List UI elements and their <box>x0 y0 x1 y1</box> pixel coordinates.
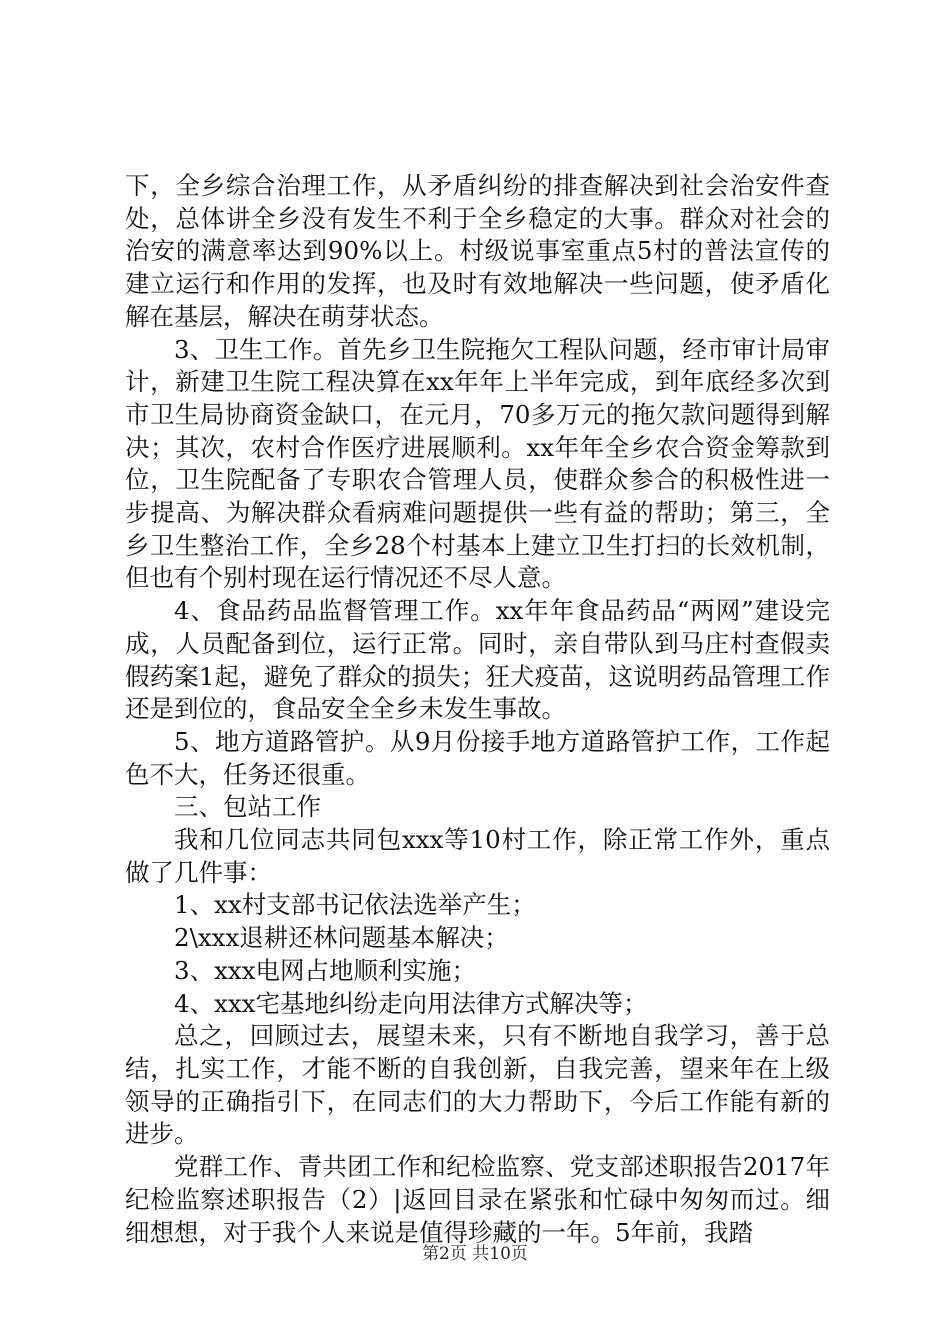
paragraph-1: 下，全乡综合治理工作，从矛盾纠纷的排查解决到社会治安件查处，总体讲全乡没有发生不利于全乡稳定的大事。群众对社会的治安的满意率达到90%以上。村级说事室重点5村的普法宣传的建立运行和作用的发挥，也及时有效地解决一些问题，使矛盾化解在基层，解决在萌芽状态。 <box>125 171 830 331</box>
page-number: 第2页 共10页 <box>422 1244 528 1264</box>
list-item-1: 1、xx村支部书记依法选举产生； <box>174 890 536 920</box>
list-item-2: 2\xxx退耕还林问题基本解决； <box>174 923 509 953</box>
list-item-4: 4、xxx宅基地纠纷走向用法律方式解决等； <box>174 988 648 1018</box>
paragraph-4: 5、地方道路管护。从9月份接手地方道路管护工作，工作起色不大，任务还很重。 <box>125 726 830 789</box>
paragraph-conclusion: 总之，回顾过去，展望未来，只有不断地自我学习，善于总结，扎实工作，才能不断的自我创新，自我完善，望来年在上级领导的正确指引下，在同志们的大力帮助下，今后工作能有新的进步。 <box>125 1021 830 1149</box>
document-body <box>125 170 830 1249</box>
section-heading: 三、包站工作 <box>174 792 321 822</box>
paragraph-3: 4、食品药品监督管理工作。xx年年食品药品“两网”建设完成，人员配备到位，运行正常。同时，亲自带队到马庄村查假卖假药案1起，避免了群众的损失；狂犬疫苗，这说明药品管理工作还是到位的，食品安全全乡未发生事故。 <box>125 596 830 724</box>
list-item-3: 3、xxx电网占地顺利实施； <box>174 955 477 985</box>
paragraph-next-report: 党群工作、青共团工作和纪检监察、党支部述职报告2017年纪检监察述职报告（2）|返回目录在紧张和忙碌中匆匆而过。细细想想，对于我个人来说是值得珍藏的一年。5年前，我踏 <box>125 1152 830 1247</box>
paragraph-2: 3、卫生工作。首先乡卫生院拖欠工程队问题，经市审计局审计，新建卫生院工程决算在xx年年上半年完成，到年底经多次到市卫生局协商资金缺口，在元月，70多万元的拖欠款问题得到解决；其次，农村合作医疗进展顺利。xx年年全乡农合资金筹款到位，卫生院配备了专职农合管理人员，使群众参合的积极性进一步提高、为解决群众看病难问题提供一些有益的帮助；第三，全乡卫生整治工作，全乡28个村基本上建立卫生打扫的长效机制，但也有个别村现在运行情况还不尽人意。 <box>125 334 830 593</box>
paragraph-6: 我和几位同志共同包xxx等10村工作，除正常工作外，重点做了几件事： <box>125 825 830 887</box>
